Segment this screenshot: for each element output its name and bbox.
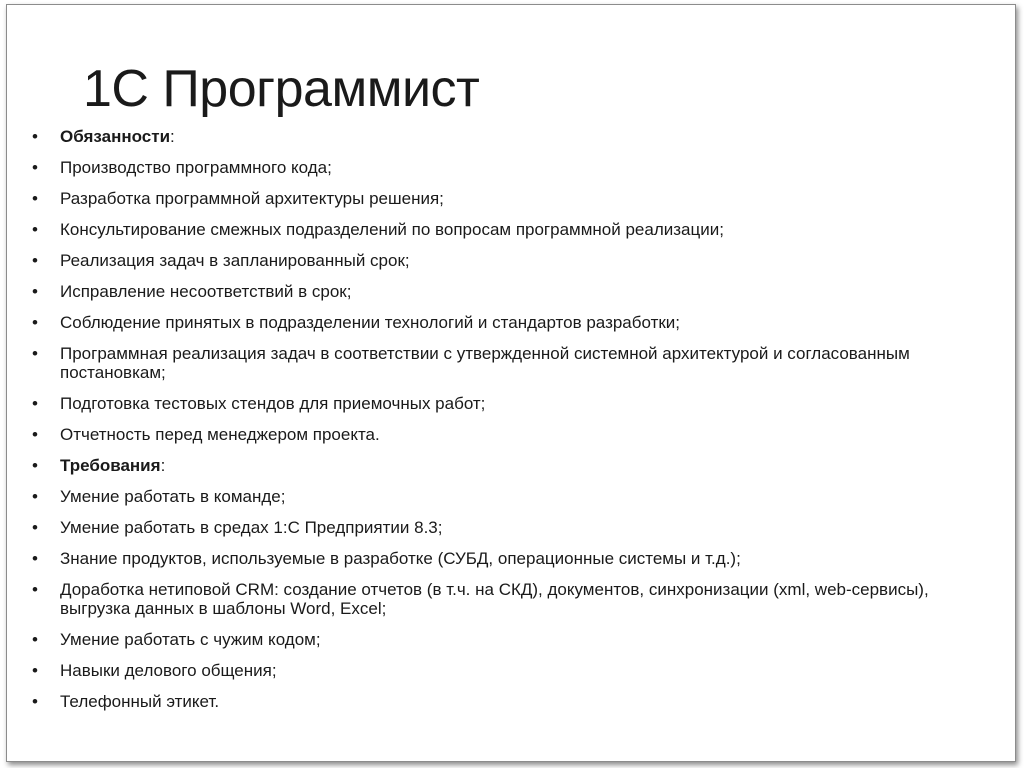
list-item	[29, 692, 989, 711]
list-item-text: Исправление несоответствий в срок;	[60, 282, 352, 301]
bullet-icon: •	[32, 425, 38, 444]
heading-colon: :	[170, 127, 175, 146]
list-item	[29, 313, 989, 332]
list-item-text: Подготовка тестовых стендов для приемочных работ;	[60, 394, 486, 413]
bullet-icon: •	[32, 189, 38, 208]
list-item-text: Умение работать с чужим кодом;	[60, 630, 321, 649]
list-item	[29, 251, 989, 270]
list-item	[29, 282, 989, 301]
list-item-text: Телефонный этикет.	[60, 692, 220, 711]
list-item	[29, 661, 989, 680]
bullet-icon: •	[32, 661, 38, 680]
bullet-icon: •	[32, 456, 38, 475]
list-item	[29, 518, 989, 537]
bullet-icon: •	[32, 580, 38, 599]
section-heading: Требования	[60, 456, 161, 475]
list-item-text: Программная реализация задач в соответствии с утвержденной системной архитектурой и согласованным постановкам;	[60, 344, 910, 382]
bullet-icon: •	[32, 158, 38, 177]
list-item	[29, 344, 989, 382]
list-item-text: Разработка программной архитектуры решения;	[60, 189, 444, 208]
bullet-icon: •	[32, 313, 38, 332]
bullet-icon: •	[32, 692, 38, 711]
bullet-list	[29, 127, 989, 723]
list-item	[29, 189, 989, 208]
bullet-icon: •	[32, 549, 38, 568]
list-item	[29, 630, 989, 649]
bullet-icon: •	[32, 251, 38, 270]
bullet-icon: •	[32, 630, 38, 649]
section-heading-item	[29, 127, 989, 146]
list-item-text: Производство программного кода;	[60, 158, 332, 177]
slide	[6, 4, 1016, 762]
list-item-text: Умение работать в средах 1:С Предприятии 8.3;	[60, 518, 443, 537]
section-heading-item	[29, 456, 989, 475]
slide-title: 1С Программист	[83, 60, 480, 118]
list-item-text: Навыки делового общения;	[60, 661, 277, 680]
list-item-text: Отчетность перед менеджером проекта.	[60, 425, 380, 444]
list-item	[29, 220, 989, 239]
bullet-icon: •	[32, 220, 38, 239]
list-item-text: Реализация задач в запланированный срок;	[60, 251, 410, 270]
list-item-text: Консультирование смежных подразделений по вопросам программной реализации;	[60, 220, 724, 239]
bullet-icon: •	[32, 487, 38, 506]
section-heading: Обязанности	[60, 127, 171, 146]
bullet-icon: •	[32, 518, 38, 537]
list-item-text: Доработка нетиповой CRM: создание отчетов (в т.ч. на СКД), документов, синхронизации (xml, web-сервисы), выгрузка данных в шаблоны Word, Excel;	[60, 580, 929, 618]
list-item	[29, 549, 989, 568]
bullet-icon: •	[32, 394, 38, 413]
list-item	[29, 394, 989, 413]
list-item-text: Умение работать в команде;	[60, 487, 286, 506]
list-item	[29, 487, 989, 506]
bullet-icon: •	[32, 127, 38, 146]
bullet-icon: •	[32, 282, 38, 301]
list-item	[29, 158, 989, 177]
bullet-icon: •	[32, 344, 38, 363]
list-item	[29, 580, 989, 618]
heading-colon: :	[160, 456, 166, 475]
list-item-text: Знание продуктов, используемые в разработке (СУБД, операционные системы и т.д.);	[60, 549, 741, 568]
list-item	[29, 425, 989, 444]
list-item-text: Соблюдение принятых в подразделении технологий и стандартов разработки;	[60, 313, 681, 332]
